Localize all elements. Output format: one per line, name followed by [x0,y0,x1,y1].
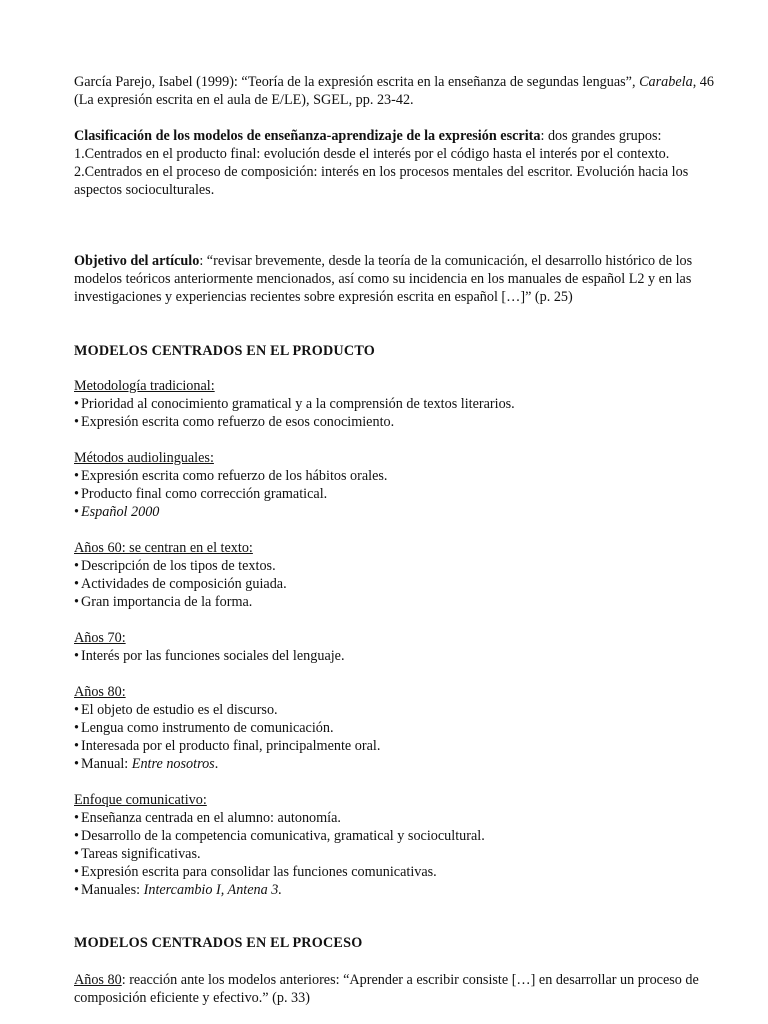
reference-paragraph [74,73,714,109]
section-title: Enfoque comunicativo: [74,792,207,808]
manual-label: Manual: [80,756,132,772]
objetivo-paragraph [74,252,714,306]
bullet-list [74,467,714,521]
list-item: • Interesada por el producto final, principalmente oral. [74,737,714,755]
section-anos-80 [74,683,714,773]
bullet-list [74,701,714,773]
section-title: Métodos audiolinguales: [74,450,214,466]
section-anos-70 [74,629,714,665]
manual-title: Intercambio I, Antena 3. [143,882,282,898]
proceso-anos-80-title: Años 80 [74,972,122,988]
clasificacion-item-1: 1.Centrados en el producto final: evolución desde el interés por el código hasta el interés por el contexto. [74,146,670,162]
list-item: • Producto final como corrección gramatical. [74,485,714,503]
bullet-list [74,809,714,899]
list-item: • Desarrollo de la competencia comunicativa, gramatical y sociocultural. [74,827,714,845]
list-item [74,755,714,773]
reference-details: , 46 (La expresión escrita en el aula de E/LE), SGEL, pp. 23-42. [74,74,714,108]
bullet-list [74,557,714,611]
heading-proceso: MODELOS CENTRADOS EN EL PROCESO [74,935,363,951]
bullet-list [74,395,714,431]
manual-title: Entre nosotros [131,756,215,772]
list-item [74,881,714,899]
clasificacion-paragraph [74,127,714,199]
manual-end: . [214,756,219,772]
heading-producto: MODELOS CENTRADOS EN EL PRODUCTO [74,343,375,359]
section-title: Años 70: [74,630,126,646]
list-item: • Expresión escrita como refuerzo de esos conocimiento. [74,413,714,431]
list-item: • Expresión escrita como refuerzo de los hábitos orales. [74,467,714,485]
section-anos-60 [74,539,714,611]
list-item: • Prioridad al conocimiento gramatical y a la comprensión de textos literarios. [74,395,714,413]
list-item: • Gran importancia de la forma. [74,593,714,611]
clasificacion-rest: : dos grandes grupos: [540,128,662,144]
list-item: • Descripción de los tipos de textos. [74,557,714,575]
section-title: Años 60: se centran en el texto: [74,540,253,556]
section-enfoque-comunicativo [74,791,714,899]
list-item: • Lengua como instrumento de comunicación. [74,719,714,737]
objetivo-text: : “revisar brevemente, desde la teoría de la comunicación, el desarrollo histórico de los modelos teóricos anteriormente mencionados, así como su incidencia en los manuales de español L2 y en las investigaciones y experiencias recientes sobre expresión escrita en español […]” (p. 25) [74,253,693,305]
list-item: • Interés por las funciones sociales del lenguaje. [74,647,714,665]
list-item: • Enseñanza centrada en el alumno: autonomía. [74,809,714,827]
list-item: • El objeto de estudio es el discurso. [74,701,714,719]
section-metodos-audiolinguales [74,449,714,521]
list-item: • Expresión escrita para consolidar las funciones comunicativas. [74,863,714,881]
proceso-anos-80-text: : reacción ante los modelos anteriores: “Aprender a escribir consiste […] en desarrollar un proceso de composición eficiente y efectivo.” (p. 33) [74,972,699,1006]
manual-label: Manuales: [80,882,144,898]
proceso-anos-80-paragraph [74,971,714,1007]
section-metodologia-tradicional [74,377,714,431]
list-item: • Tareas significativas. [74,845,714,863]
clasificacion-title: Clasificación de los modelos de enseñanza-aprendizaje de la expresión escrita [74,128,541,144]
objetivo-title: Objetivo del artículo [74,253,200,269]
reference-journal: Carabela [639,74,693,90]
bullet-list [74,647,714,665]
list-item-italic: Español 2000 [80,504,160,520]
section-title: Metodología tradicional: [74,378,215,394]
section-title: Años 80: [74,684,126,700]
list-item: • Actividades de composición guiada. [74,575,714,593]
clasificacion-item-2: 2.Centrados en el proceso de composición: interés en los procesos mentales del escritor. Evolución hacia los aspectos socioculturales. [74,164,689,198]
reference-authors: García Parejo, Isabel (1999): “Teoría de la expresión escrita en la enseñanza de segundas lenguas”, [74,74,636,90]
list-item [74,503,714,521]
